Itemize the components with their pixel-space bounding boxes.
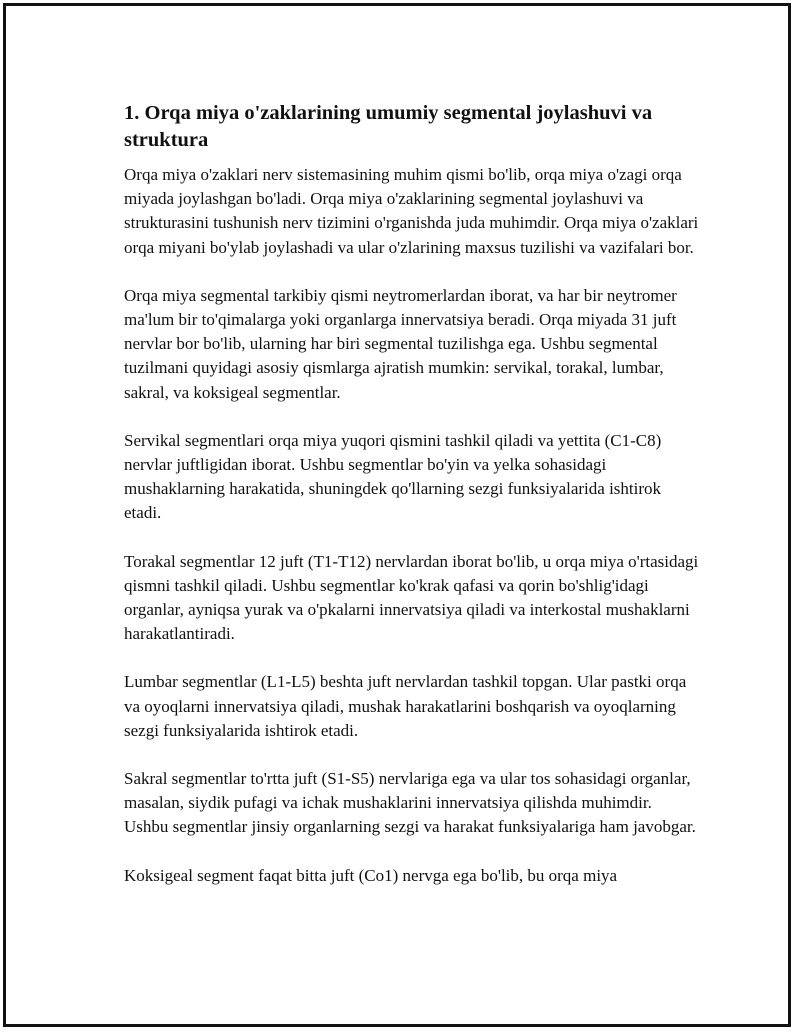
paragraph-thoracic: Torakal segmentlar 12 juft (T1-T12) nervlardan iborat bo'lib, u orqa miya o'rtasidagi qismni tashkil qiladi. Ushbu segmentlar ko'krak qafasi va qorin bo'shlig'idagi organlar, ayniqsa yurak va o'pkalarni innervatsiya qiladi va interkostal mushaklarni harakatlantiradi. bbox=[124, 551, 699, 644]
document-body bbox=[124, 100, 699, 912]
page-frame bbox=[3, 3, 791, 1027]
paragraph-coccygeal: Koksigeal segment faqat bitta juft (Co1) nervga ega bo'lib, bu orqa miya bbox=[124, 865, 618, 885]
paragraph-sacral: Sakral segmentlar to'rtta juft (S1-S5) nervlariga ega va ular tos sohasidagi organlar, masalan, siydik pufagi va ichak mushaklarini innervatsiya qilishda muhimdir. Ushbu segmentlar jinsiy organlarning sezgi va harakat funksiyalariga ham javobgar. bbox=[124, 769, 696, 837]
section-heading: 1. Orqa miya o'zaklarining umumiy segmental joylashuvi va struktura bbox=[124, 102, 653, 151]
paragraph-cervical: Servikal segmentlari orqa miya yuqori qismini tashkil qiladi va yettita (C1-C8) nervlar juftligidan iborat. Ushbu segmentlar bo'yin va yelka sohasidagi mushaklarning harakatida, shuningdek qo'llarning sezgi funksiyalarida ishtirok etadi. bbox=[124, 430, 662, 523]
paragraph-lumbar: Lumbar segmentlar (L1-L5) beshta juft nervlardan tashkil topgan. Ular pastki orqa va oyoqlarni innervatsiya qiladi, mushak harakatlarini boshqarish va oyoqlarning sezgi funksiyalarida ishtirok etadi. bbox=[124, 672, 687, 740]
paragraph-segmental-structure: Orqa miya segmental tarkibiy qismi neytromerlardan iborat, va har bir neytromer ma'lum bir to'qimalarga yoki organlarga innervatsiya beradi. Orqa miyada 31 juft nervlar bor bo'lib, ularning har biri segmental tuzilishga ega. Ushbu segmental tuzilmani quyidagi asosiy qismlarga ajratish mumkin: servikal, torakal, lumbar, sakral, va koksigeal segmentlar. bbox=[124, 285, 677, 402]
paragraph-intro: Orqa miya o'zaklari nerv sistemasining muhim qismi bo'lib, orqa miya o'zagi orqa miyada joylashgan bo'ladi. Orqa miya o'zaklarining segmental joylashuvi va strukturasini tushunish nerv tizimini o'rganishda juda muhimdir. Orqa miya o'zaklari orqa miyani bo'ylab joylashadi va ular o'zlarining maxsus tuzilishi va vazifalari bor. bbox=[124, 165, 699, 257]
